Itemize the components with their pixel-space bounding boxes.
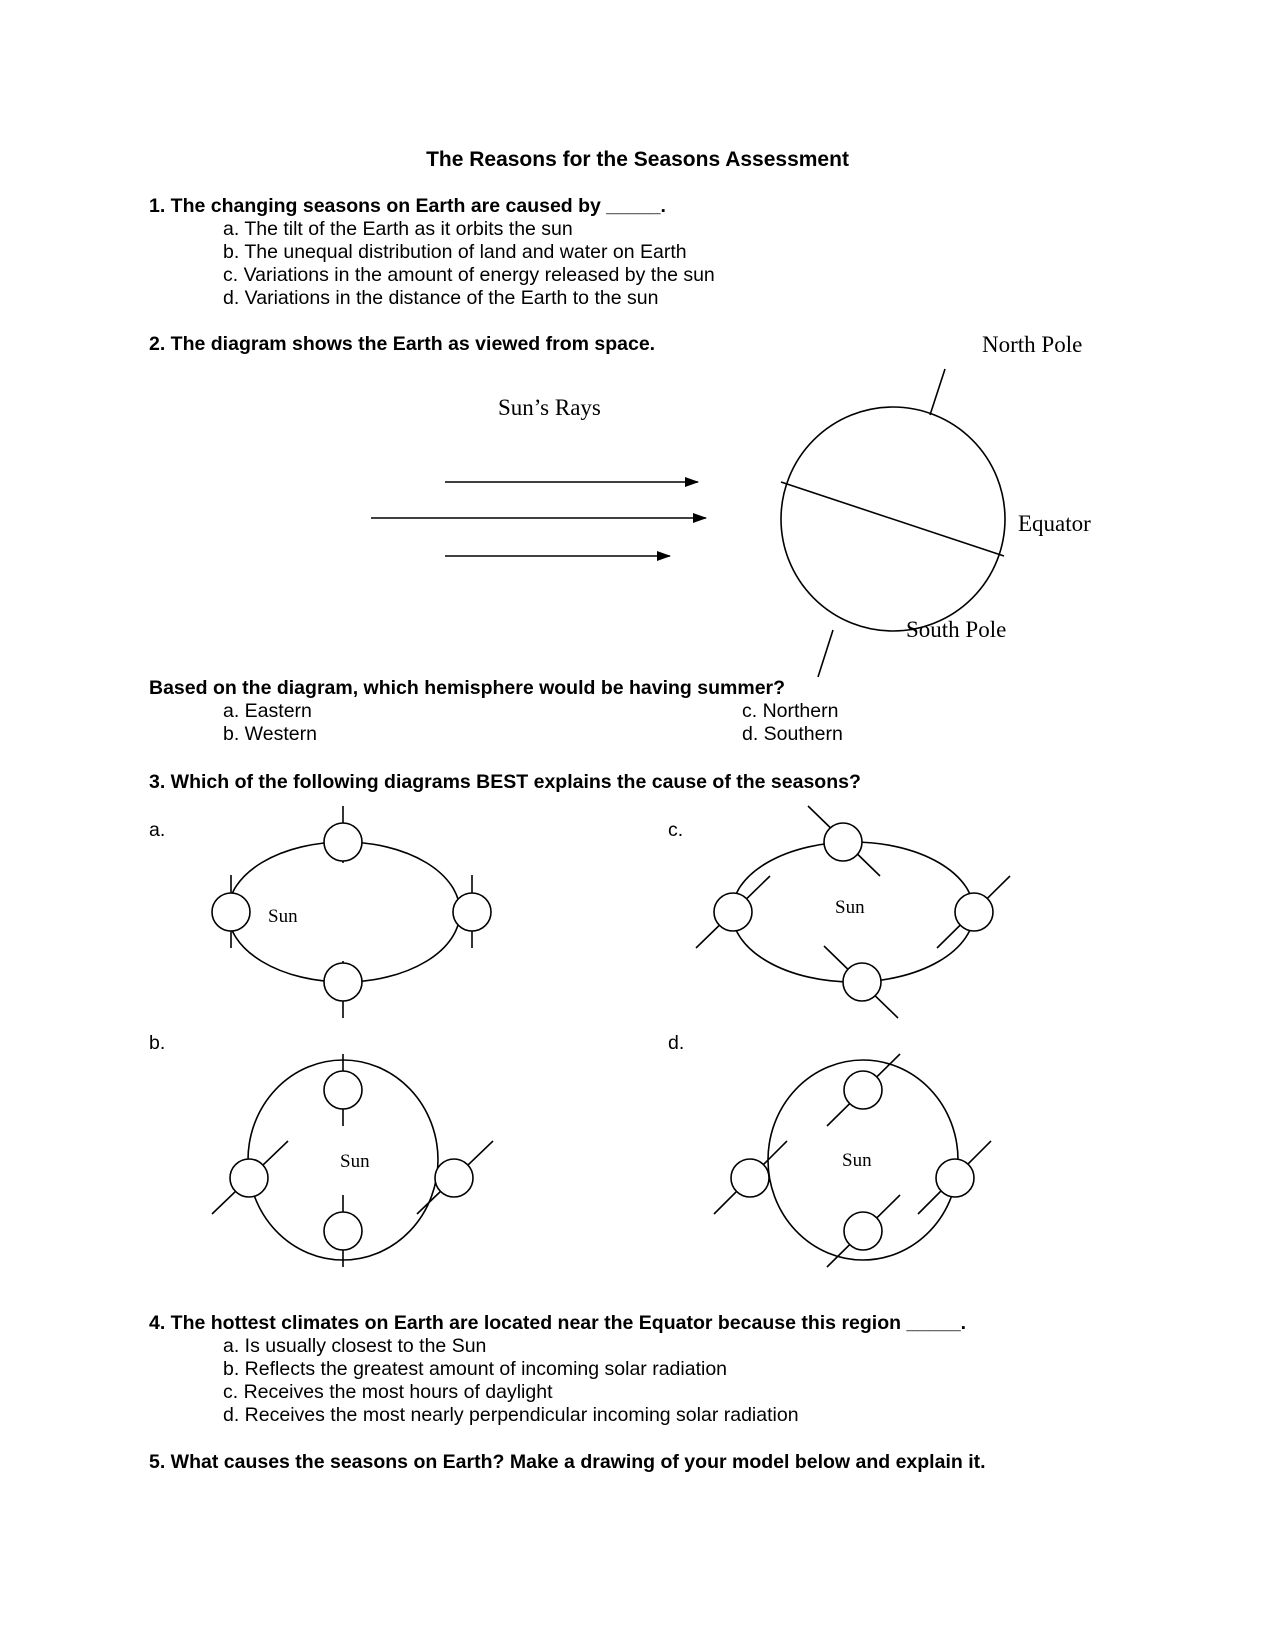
q2-option-c: c. Northern — [742, 700, 839, 722]
question-1: 1. The changing seasons on Earth are caused by _____. — [149, 195, 666, 217]
q1-option-a: a. The tilt of the Earth as it orbits the sun — [223, 218, 573, 240]
q1-option-b: b. The unequal distribution of land and water on Earth — [223, 241, 687, 263]
page-title: The Reasons for the Seasons Assessment — [426, 148, 849, 171]
q1-option-d: d. Variations in the distance of the Earth to the sun — [223, 287, 659, 309]
orbit-diagram-d — [714, 1054, 991, 1267]
north-pole-label: North Pole — [982, 332, 1083, 357]
orbit-diagram-a — [212, 806, 491, 1018]
suns-rays-label: Sun’s Rays — [498, 395, 601, 420]
q2-followup: Based on the diagram, which hemisphere would be having summer? — [149, 677, 786, 699]
question-3: 3. Which of the following diagrams BEST explains the cause of the seasons? — [149, 771, 861, 793]
q1-option-c: c. Variations in the amount of energy released by the sun — [223, 264, 715, 286]
choice-b-label: b. — [149, 1032, 166, 1054]
q4-option-b: b. Reflects the greatest amount of incoming solar radiation — [223, 1358, 728, 1380]
sun-label-c: Sun — [835, 897, 865, 918]
q2-option-b: b. Western — [223, 723, 317, 745]
choice-c-label: c. — [668, 819, 684, 841]
q4-option-a: a. Is usually closest to the Sun — [223, 1335, 487, 1357]
question-2: 2. The diagram shows the Earth as viewed from space. — [149, 333, 656, 355]
sun-label-b: Sun — [340, 1151, 370, 1172]
choice-a-label: a. — [149, 819, 166, 841]
question-5: 5. What causes the seasons on Earth? Make a drawing of your model below and explain it. — [149, 1451, 986, 1473]
choice-d-label: d. — [668, 1032, 685, 1054]
q2-option-d: d. Southern — [742, 723, 843, 745]
orbit-diagram-b — [212, 1054, 493, 1267]
equator-label: Equator — [1018, 511, 1091, 536]
q4-option-d: d. Receives the most nearly perpendicular incoming solar radiation — [223, 1404, 799, 1426]
south-pole-label: South Pole — [906, 617, 1007, 642]
orbit-diagram-c — [696, 806, 1010, 1018]
q4-option-c: c. Receives the most hours of daylight — [223, 1381, 553, 1403]
q2-option-a: a. Eastern — [223, 700, 312, 722]
question-4: 4. The hottest climates on Earth are located near the Equator because this region _____. — [149, 1312, 967, 1334]
sun-label-a: Sun — [268, 906, 298, 927]
sun-label-d: Sun — [842, 1150, 872, 1171]
